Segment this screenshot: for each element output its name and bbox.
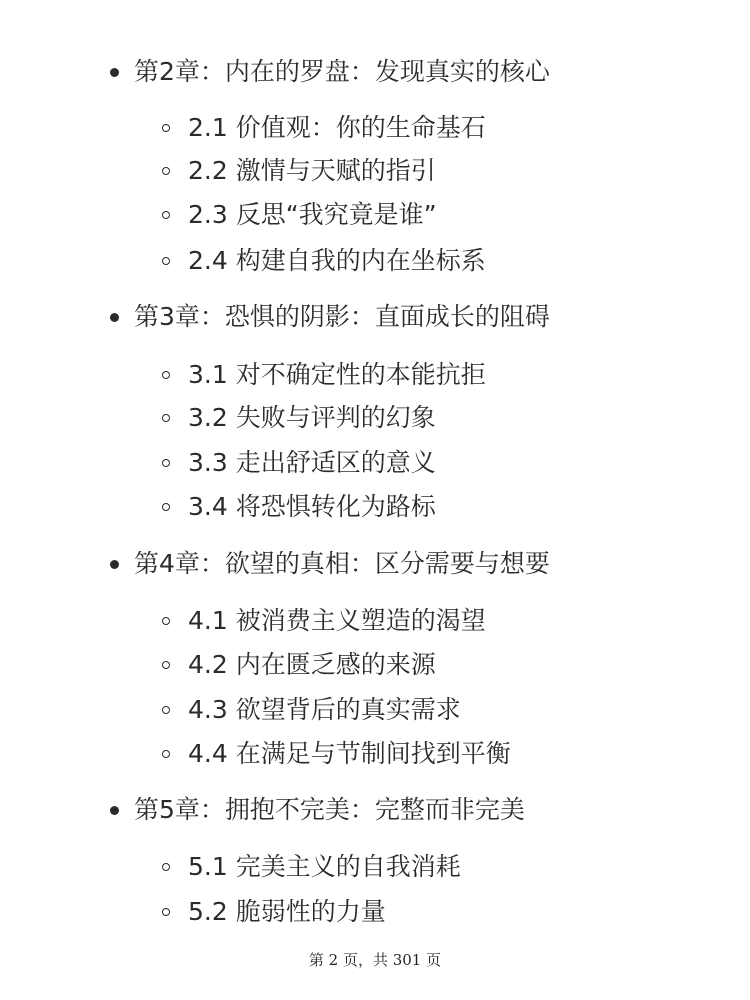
circle-bullet-icon (162, 661, 170, 669)
bullet-icon (110, 313, 119, 322)
section-title: 5.1 完美主义的自我消耗 (188, 852, 461, 881)
section-title: 2.1 价值观：你的生命基石 (188, 113, 486, 142)
section-title: 3.3 走出舒适区的意义 (188, 448, 436, 477)
section-title: 2.3 反思“我究竟是谁” (188, 200, 437, 229)
circle-bullet-icon (162, 257, 170, 265)
bullet-icon (110, 68, 119, 77)
circle-bullet-icon (162, 414, 170, 422)
section-title: 2.2 激情与天赋的指引 (188, 156, 436, 185)
page-number-footer: 第 2 页，共 301 页 (308, 951, 442, 969)
circle-bullet-icon (162, 459, 170, 467)
circle-bullet-icon (162, 750, 170, 758)
section-title: 3.4 将恐惧转化为路标 (188, 492, 436, 521)
section-title: 3.2 失败与评判的幻象 (188, 403, 436, 432)
circle-bullet-icon (162, 211, 170, 219)
circle-bullet-icon (162, 167, 170, 175)
circle-bullet-icon (162, 371, 170, 379)
chapter-title: 第3章：恐惧的阴影：直面成长的阻碍 (134, 302, 550, 331)
section-title: 2.4 构建自我的内在坐标系 (188, 246, 486, 275)
bullet-icon (110, 806, 119, 815)
section-title: 4.2 内在匮乏感的来源 (188, 650, 436, 679)
circle-bullet-icon (162, 908, 170, 916)
bullet-icon (110, 560, 119, 569)
chapter-title: 第5章：拥抱不完美：完整而非完美 (134, 795, 525, 824)
chapter-title: 第2章：内在的罗盘：发现真实的核心 (134, 57, 550, 86)
section-title: 4.4 在满足与节制间找到平衡 (188, 739, 511, 768)
circle-bullet-icon (162, 124, 170, 132)
section-title: 3.1 对不确定性的本能抗拒 (188, 360, 486, 389)
section-title: 4.3 欲望背后的真实需求 (188, 695, 461, 724)
chapter-title: 第4章：欲望的真相：区分需要与想要 (134, 549, 550, 578)
circle-bullet-icon (162, 503, 170, 511)
circle-bullet-icon (162, 617, 170, 625)
circle-bullet-icon (162, 863, 170, 871)
section-title: 4.1 被消费主义塑造的渴望 (188, 606, 486, 635)
section-title: 5.2 脆弱性的力量 (188, 897, 386, 926)
circle-bullet-icon (162, 706, 170, 714)
